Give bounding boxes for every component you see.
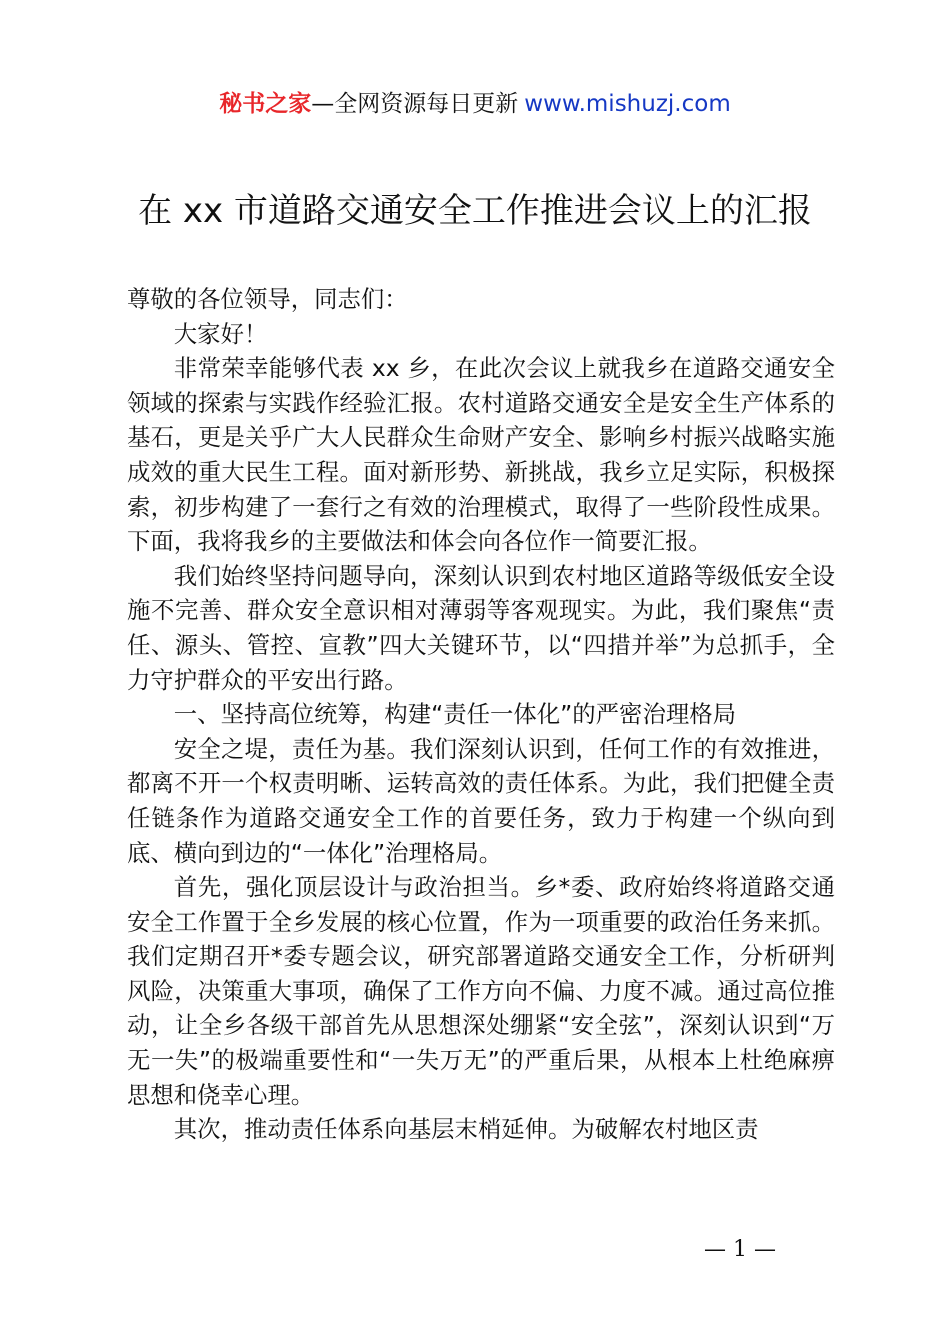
site-header (0, 88, 950, 120)
body-paragraph: 安全之堤，责任为基。我们深刻认识到，任何工作的有效推进，都离不开一个权责明晰、运转高效的责任体系。为此，我们把健全责任链条作为道路交通安全工作的首要任务，致力于构建一个纵向到底、横向到边的“一体化”治理格局。 (127, 734, 835, 867)
header-tagline: 全网资源每日更新 (334, 91, 519, 117)
body-paragraph: 首先，强化顶层设计与政治担当。乡*委、政府始终将道路交通安全工作置于全乡发展的核心位置，作为一项重要的政治任务来抓。我们定期召开*委专题会议，研究部署道路交通安全工作，分析研判风险，决策重大事项，确保了工作方向不偏、力度不减。通过高位推动，让全乡各级干部首先从思想深处绷紧“安全弦”，深刻认识到“万无一失”的极端重要性和“一失万无”的严重后果，从根本上杜绝麻痹思想和侥幸心理。 (127, 873, 835, 1109)
section-heading: 一、坚持高位统筹，构建“责任一体化”的严密治理格局 (173, 700, 737, 729)
page-number: — 1 — (704, 1237, 776, 1262)
greeting: 大家好！ (173, 319, 268, 348)
header-dash: — (311, 91, 335, 117)
document-body (127, 282, 835, 1147)
body-paragraph: 非常荣幸能够代表 xx 乡，在此次会议上就我乡在道路交通安全领域的探索与实践作经验汇报。农村道路交通安全是安全生产体系的基石，更是关乎广大人民群众生命财产安全、影响乡村振兴战略实施成效的重大民生工程。面对新形势、新挑战，我乡立足实际，积极探索，初步构建了一套行之有效的治理模式，取得了一些阶段性成果。下面，我将我乡的主要做法和体会向各位作一简要汇报。 (127, 354, 835, 556)
document-title: 在 xx 市道路交通安全工作推进会议上的汇报 (138, 191, 812, 231)
body-paragraph: 我们始终坚持问题导向，深刻认识到农村地区道路等级低安全设施不完善、群众安全意识相对薄弱等客观现实。为此，我们聚焦“责任、源头、管控、宣教”四大关键环节，以“四措并举”为总抓手，全力守护群众的平安出行路。 (127, 561, 835, 694)
body-paragraph: 其次，推动责任体系向基层末梢延伸。为破解农村地区责 (173, 1115, 759, 1144)
site-url-link[interactable]: www.mishuzj.com (524, 91, 731, 117)
salutation: 尊敬的各位领导，同志们： (127, 285, 408, 313)
brand-name: 秘书之家 (219, 91, 312, 117)
